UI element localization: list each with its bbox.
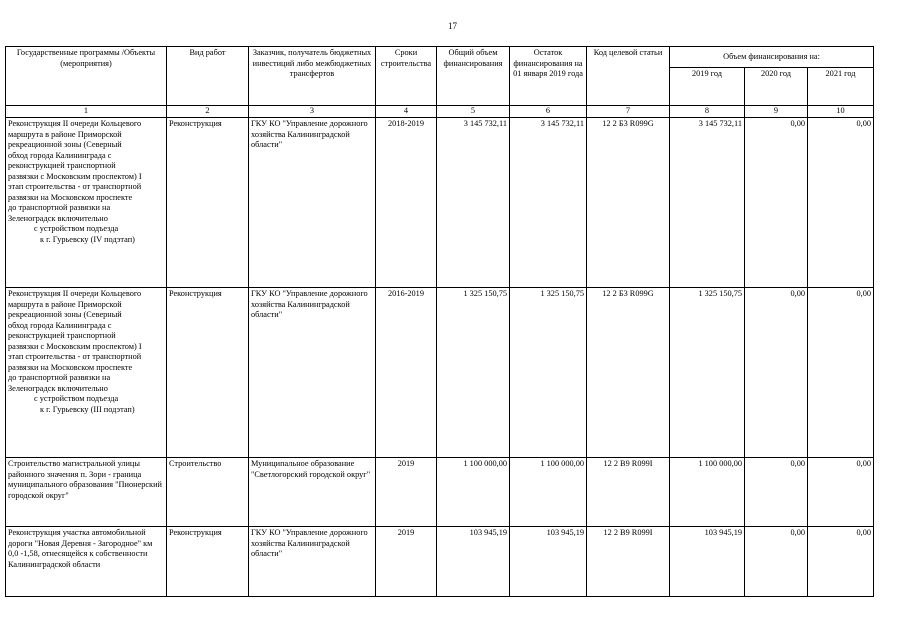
object-line: Зеленоградск включительно: [8, 383, 108, 393]
column-number: 6: [510, 106, 587, 118]
code-cell: 12 2 Б3 R099G: [587, 288, 670, 458]
total-cell: 3 145 732,11: [437, 118, 510, 288]
object-line: рекреационной зоны (Северный: [8, 140, 122, 149]
header-financing: Объем финансирования на:: [670, 47, 874, 68]
header-customer: Заказчик, получатель бюджетных инвестиций либо межбюджетных трансфертов: [249, 47, 376, 106]
object-line: Реконструкция II очереди Кольцевого: [8, 289, 142, 298]
table-row: [6, 118, 874, 288]
financing-table: [5, 46, 874, 597]
object-line: до транспортной развязки на: [8, 203, 111, 212]
terms-cell: 2016-2019: [376, 288, 437, 458]
header-remainder: Остаток финансирования на 01 января 2019 года: [510, 47, 587, 106]
code-cell: 12 2 В9 R099I: [587, 458, 670, 527]
column-number: 4: [376, 106, 437, 118]
y2021-cell: 0,00: [808, 527, 874, 597]
header-programs: Государственные программы /Объекты (мероприятия): [6, 47, 167, 106]
total-cell: 1 100 000,00: [437, 458, 510, 527]
column-number: 8: [670, 106, 745, 118]
column-number: 5: [437, 106, 510, 118]
column-number: 2: [167, 106, 249, 118]
object-line: реконструкцией транспортной: [8, 161, 116, 170]
object-cell: Реконструкция участка автомобильной дороги "Новая Деревня - Загородное" км 0,0 -1,58, отнесящейся к собственности Калининградской области: [6, 527, 167, 597]
work-cell: Строительство: [167, 458, 249, 527]
column-number: 7: [587, 106, 670, 118]
object-line: развязки на Московском проспекте: [8, 192, 133, 202]
table-row: [6, 527, 874, 597]
object-line: маршрута в районе Приморской: [8, 299, 122, 309]
header-total: Общий объем финансирования: [437, 47, 510, 106]
code-cell: 12 2 Б3 R099G: [587, 118, 670, 288]
object-line: с устройством подъезда: [34, 224, 119, 233]
column-number-row: [6, 106, 874, 118]
total-cell: 1 325 150,75: [437, 288, 510, 458]
terms-cell: 2019: [376, 527, 437, 597]
code-cell: 12 2 В9 R099I: [587, 527, 670, 597]
object-cell: Строительство магистральной улицы районного значения п. Зори - граница муниципального образования "Пионерский городской округ": [6, 458, 167, 527]
header-2020: 2020 год: [745, 68, 808, 106]
object-line: к г. Гурьевску (III подэтап): [40, 404, 135, 414]
object-line: Реконструкция II очереди Кольцевого: [8, 119, 142, 128]
work-cell: Реконструкция: [167, 288, 249, 458]
remainder-cell: 3 145 732,11: [510, 118, 587, 288]
object-line: рекреационной зоны (Северный: [8, 310, 122, 319]
y2021-cell: 0,00: [808, 288, 874, 458]
column-number: 1: [6, 106, 167, 118]
object-line: маршрута в районе Приморской: [8, 129, 122, 139]
page-number: 17: [448, 21, 457, 31]
y2020-cell: 0,00: [745, 458, 808, 527]
object-line: этап строительства - от транспортной: [8, 352, 142, 361]
object-line: с устройством подъезда: [34, 394, 119, 403]
customer-cell: ГКУ КО "Управление дорожного хозяйства Калининградской области": [249, 527, 376, 597]
object-line: этап строительства - от транспортной: [8, 182, 142, 191]
object-line: реконструкцией транспортной: [8, 331, 116, 340]
remainder-cell: 103 945,19: [510, 527, 587, 597]
header-2021: 2021 год: [808, 68, 874, 106]
object-line: обход города Калининграда с: [8, 320, 112, 330]
object-line: Зеленоградск включительно: [8, 213, 108, 223]
object-cell: [6, 118, 167, 288]
object-line: развязки на Московском проспекте: [8, 362, 133, 372]
customer-cell: Муниципальное образование "Светлогорский городской округ": [249, 458, 376, 527]
object-line: развязки с Московским проспектом) I: [8, 341, 142, 351]
object-line: развязки с Московским проспектом) I: [8, 171, 142, 181]
header-2019: 2019 год: [670, 68, 745, 106]
object-line: до транспортной развязки на: [8, 373, 111, 382]
header-work-type: Вид работ: [167, 47, 249, 106]
total-cell: 103 945,19: [437, 527, 510, 597]
table-row: [6, 288, 874, 458]
terms-cell: 2019: [376, 458, 437, 527]
y2019-cell: 1 100 000,00: [670, 458, 745, 527]
remainder-cell: 1 325 150,75: [510, 288, 587, 458]
y2019-cell: 3 145 732,11: [670, 118, 745, 288]
object-line: обход города Калининграда с: [8, 150, 112, 160]
column-number: 10: [808, 106, 874, 118]
column-number: 9: [745, 106, 808, 118]
header-code: Код целевой статьи: [587, 47, 670, 106]
work-cell: Реконструкция: [167, 118, 249, 288]
y2020-cell: 0,00: [745, 527, 808, 597]
y2021-cell: 0,00: [808, 458, 874, 527]
object-cell: [6, 288, 167, 458]
terms-cell: 2018-2019: [376, 118, 437, 288]
y2019-cell: 103 945,19: [670, 527, 745, 597]
remainder-cell: 1 100 000,00: [510, 458, 587, 527]
y2019-cell: 1 325 150,75: [670, 288, 745, 458]
header-terms: Сроки строительства: [376, 47, 437, 106]
y2020-cell: 0,00: [745, 288, 808, 458]
y2021-cell: 0,00: [808, 118, 874, 288]
column-number: 3: [249, 106, 376, 118]
customer-cell: ГКУ КО "Управление дорожного хозяйства Калининградской области": [249, 288, 376, 458]
customer-cell: ГКУ КО "Управление дорожного хозяйства Калининградской области": [249, 118, 376, 288]
table-row: [6, 458, 874, 527]
work-cell: Реконструкция: [167, 527, 249, 597]
y2020-cell: 0,00: [745, 118, 808, 288]
object-line: к г. Гурьевску (IV подэтап): [40, 234, 135, 244]
